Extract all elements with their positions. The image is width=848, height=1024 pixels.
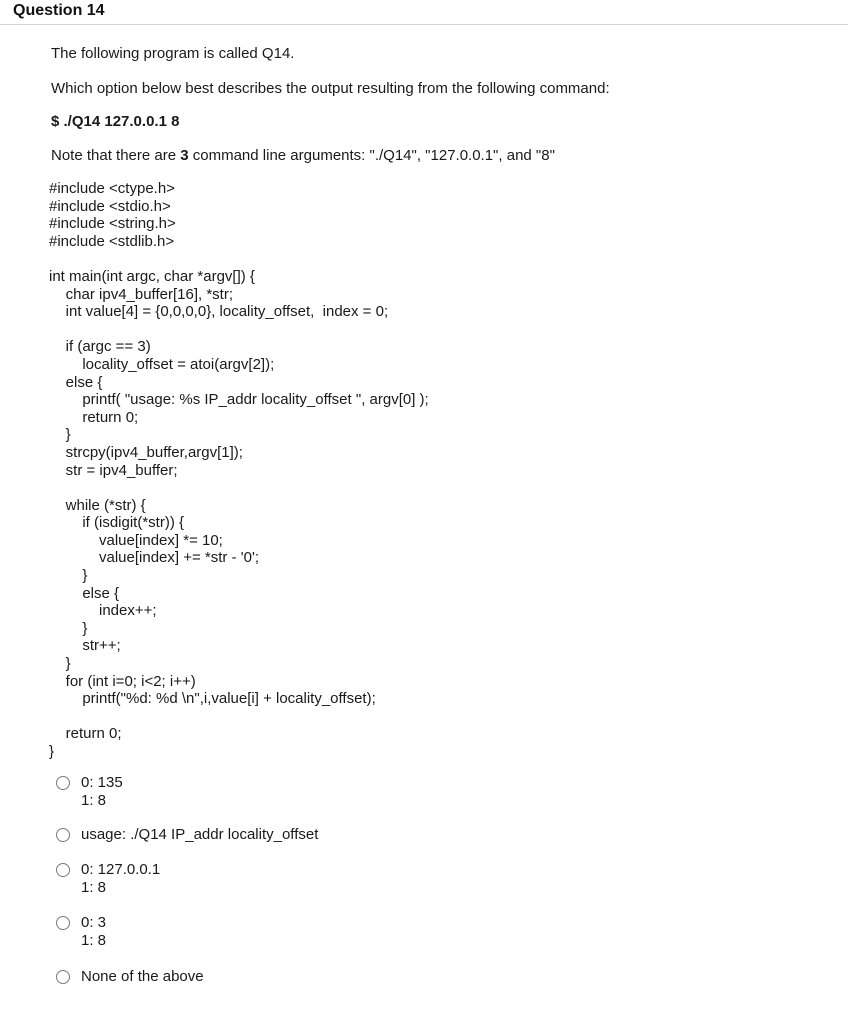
option-1-line-2: 1: 8: [81, 792, 107, 809]
code-line: #include <stdio.h>: [49, 197, 171, 215]
code-line: }: [49, 619, 88, 637]
option-3-line-2: 1: 8: [81, 879, 107, 896]
note-count: 3: [180, 147, 189, 164]
option-4-line-2: 1: 8: [81, 932, 107, 949]
option-4-line-1: 0: 3: [81, 914, 107, 931]
code-line: for (int i=0; i<2; i++): [49, 672, 196, 690]
code-line: value[index] *= 10;: [49, 531, 223, 549]
code-line: if (isdigit(*str)) {: [49, 514, 185, 532]
option-3-radio[interactable]: [56, 863, 70, 877]
question-header: [0, 0, 848, 25]
code-line: char ipv4_buffer[16], *str;: [49, 285, 233, 303]
option-1-label: [81, 774, 123, 810]
option-1-line-1: 0: 135: [81, 774, 123, 791]
option-5-line-1: None of the above: [81, 968, 204, 985]
code-line: }: [49, 743, 55, 760]
code-line: locality_offset = atoi(argv[2]);: [49, 355, 275, 373]
question-intro: The following program is called Q14.: [51, 45, 295, 62]
code-line: [49, 479, 429, 497]
option-4-label: [81, 914, 106, 950]
option-2-line-1: usage: ./Q14 IP_addr locality_offset: [81, 826, 319, 843]
code-line: if (argc == 3): [49, 338, 151, 356]
code-line: else {: [49, 373, 103, 391]
code-line: #include <string.h>: [49, 215, 176, 233]
code-line: [49, 250, 429, 268]
option-1-radio[interactable]: [56, 776, 70, 790]
option-2-label: [81, 826, 318, 844]
code-listing: [49, 180, 429, 761]
option-3-line-1: 0: 127.0.0.1: [81, 861, 161, 878]
code-line: else {: [49, 584, 120, 602]
option-2-radio[interactable]: [56, 828, 70, 842]
question-title: Question 14: [13, 2, 105, 19]
command-line: $ ./Q14 127.0.0.1 8: [51, 113, 180, 130]
code-line: index++;: [49, 602, 157, 620]
code-line: [49, 708, 429, 726]
question-prompt: Which option below best describes the output resulting from the following command:: [51, 80, 610, 97]
code-line: str++;: [49, 637, 121, 655]
code-line: return 0;: [49, 725, 122, 743]
option-4-radio[interactable]: [56, 916, 70, 930]
option-5-radio[interactable]: [56, 970, 70, 984]
code-line: }: [49, 655, 71, 673]
code-line: }: [49, 567, 88, 585]
code-line: strcpy(ipv4_buffer,argv[1]);: [49, 443, 243, 461]
code-line: return 0;: [49, 408, 139, 426]
code-line: [49, 321, 429, 339]
code-line: while (*str) {: [49, 496, 146, 514]
arguments-note: [51, 147, 555, 165]
code-line: #include <stdlib.h>: [49, 232, 175, 250]
option-5-label: [81, 968, 204, 986]
note-suffix: command line arguments: "./Q14", "127.0.0.1", and "8": [188, 147, 555, 164]
code-line: int value[4] = {0,0,0,0}, locality_offset, index = 0;: [49, 303, 389, 321]
code-line: value[index] += *str - '0';: [49, 549, 259, 567]
code-line: printf( "usage: %s IP_addr locality_offset ", argv[0] );: [49, 391, 429, 409]
code-line: int main(int argc, char *argv[]) {: [49, 267, 255, 285]
code-line: printf("%d: %d \n",i,value[i] + locality_offset);: [49, 690, 376, 708]
code-line: }: [49, 426, 71, 444]
note-prefix: Note that there are: [51, 147, 181, 164]
option-3-label: [81, 861, 160, 897]
code-line: str = ipv4_buffer;: [49, 461, 178, 479]
code-line: #include <ctype.h>: [49, 180, 175, 197]
